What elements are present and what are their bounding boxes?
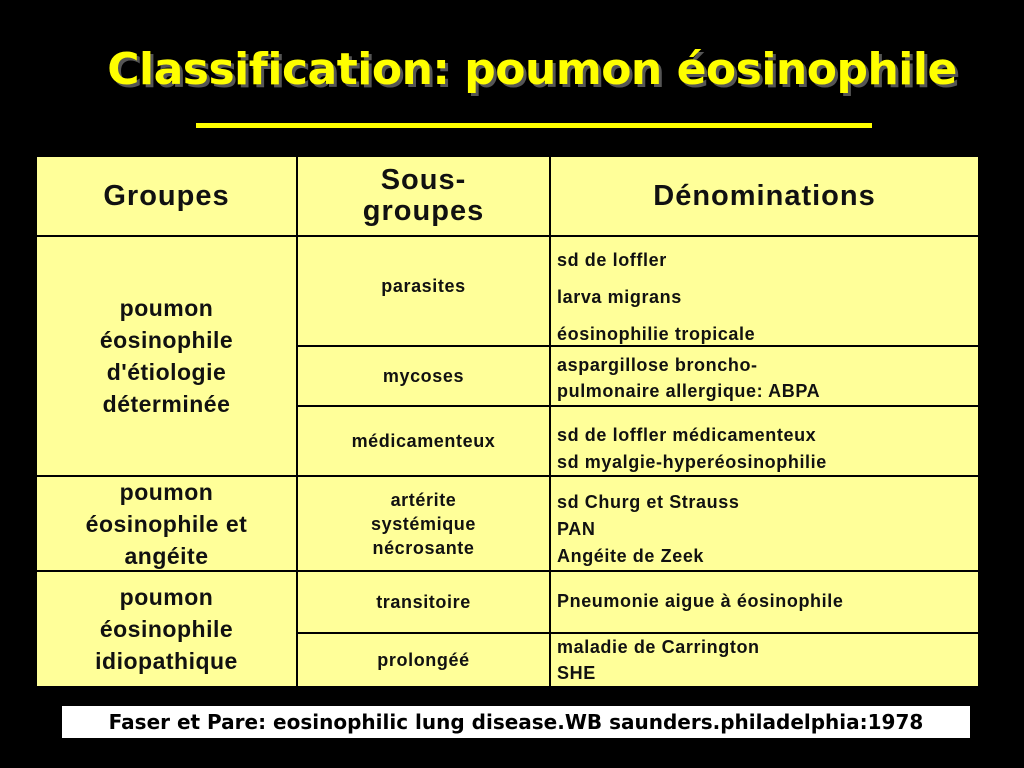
denomination-text: sd de loffler: [557, 250, 667, 270]
subgroup-cell: [298, 572, 551, 634]
subgroup-cell: [298, 477, 551, 572]
denomination-text: sd de loffler médicamenteux: [557, 425, 817, 445]
denomination-text: Pneumonie aigue à éosinophile: [557, 590, 844, 611]
subgroup-cell: [298, 237, 551, 347]
group-label: poumon éosinophile et angéite: [85, 478, 248, 569]
denomination-text: Angéite de Zeek: [557, 546, 705, 566]
subgroup-label: médicamenteux: [351, 431, 496, 451]
denomination-text: pulmonaire allergique: ABPA: [557, 381, 821, 401]
denomination-cell: [551, 347, 980, 407]
header-denominations-label: Dénominations: [653, 179, 876, 212]
denomination-text: sd Churg et Strauss: [557, 492, 740, 512]
denomination-text: larva migrans: [557, 287, 682, 307]
subgroup-label: artérite systémique nécrosante: [370, 489, 477, 558]
header-groupes: [35, 155, 298, 237]
subgroup-label: transitoire: [376, 592, 471, 612]
header-sous-groupes: [298, 155, 551, 237]
denomination-text: maladie de Carrington: [557, 637, 760, 657]
denomination-text: sd myalgie-hyperéosinophilie: [557, 452, 827, 472]
denomination-cell: [551, 407, 980, 477]
slide-title: Classification: poumon éosinophile: [107, 44, 957, 95]
denomination-text: SHE: [557, 663, 596, 683]
citation-box: Faser et Pare: eosinophilic lung disease.WB saunders.philadelphia:1978: [60, 704, 972, 740]
denomination-cell: [551, 477, 980, 572]
subgroup-cell: [298, 347, 551, 407]
group-cell: [35, 477, 298, 572]
subgroup-label: prolongéé: [377, 650, 470, 670]
denomination-cell: [551, 572, 980, 634]
denomination-cell: [551, 634, 980, 688]
denomination-text: éosinophilie tropicale: [557, 324, 756, 344]
header-denominations: [551, 155, 980, 237]
header-sous-groupes-label: Sous- groupes: [362, 164, 485, 227]
subgroup-cell: [298, 634, 551, 688]
subgroup-cell: [298, 407, 551, 477]
denomination-text: PAN: [557, 519, 596, 539]
denomination-text: aspargillose broncho-: [557, 355, 758, 375]
group-label: poumon éosinophile d'étiologie déterminée: [99, 295, 234, 417]
group-cell: [35, 237, 298, 477]
group-cell: [35, 572, 298, 688]
group-label: poumon éosinophile idiopathique: [95, 584, 238, 674]
subgroup-label: parasites: [381, 276, 466, 296]
subgroup-label: mycoses: [382, 366, 465, 386]
header-groupes-label: Groupes: [103, 179, 230, 212]
denomination-cell: [551, 237, 980, 347]
